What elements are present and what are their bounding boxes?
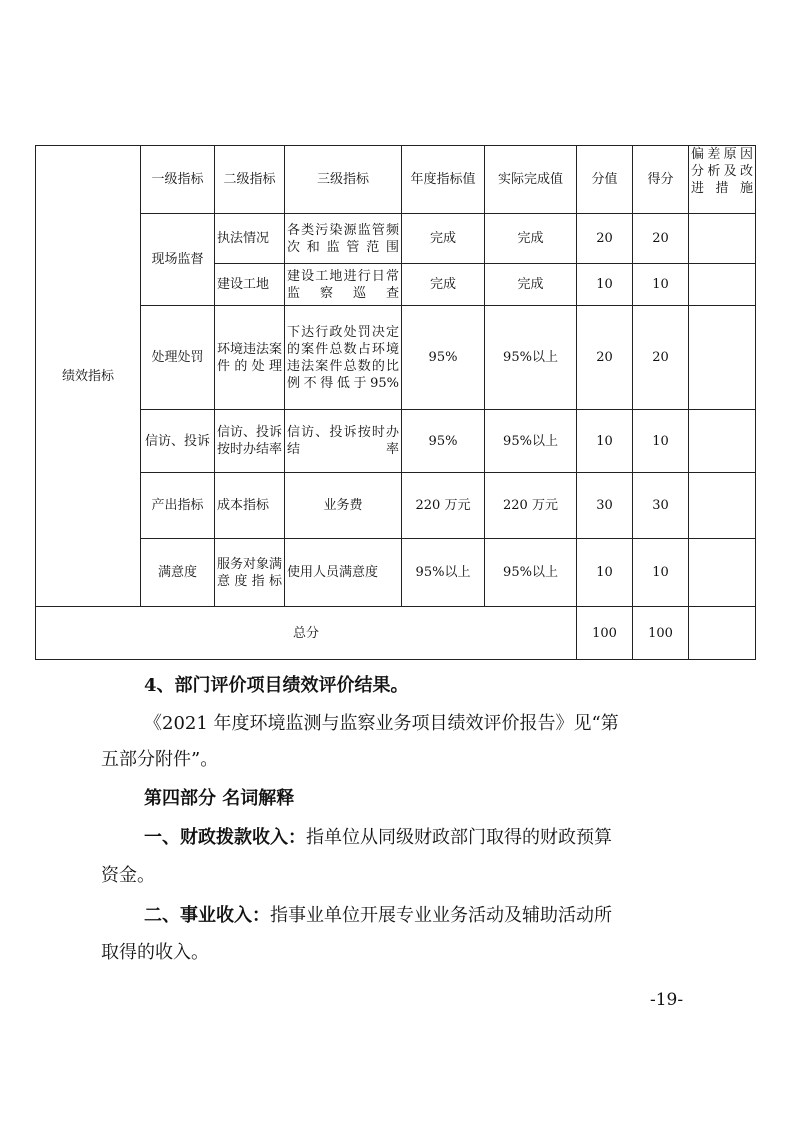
def2-line1: 指事业单位开展专业业务活动及辅助活动所 [270,905,612,926]
row-l2: 成本指标 [215,473,285,539]
row-deviation [689,473,756,539]
total-label: 总分 [36,607,577,660]
row-score: 20 [633,214,689,264]
group-site: 现场监督 [141,214,215,306]
row-score: 30 [633,473,689,539]
row-target: 完成 [402,264,485,306]
header-deviation: 偏差原因分析及改进措施 [689,146,756,214]
def1-line2: 资金。 [101,865,155,886]
header-target: 年度指标值 [402,146,485,214]
table-row [36,410,756,473]
row-deviation [689,306,756,410]
total-row [36,607,756,660]
row-l3: 使用人员满意度 [285,539,402,607]
row-deviation [689,214,756,264]
row-weight: 10 [577,264,633,306]
row-score: 10 [633,539,689,607]
row-l3: 业务费 [285,473,402,539]
row-deviation [689,410,756,473]
group-penalty: 处理处罚 [141,306,215,410]
row-deviation [689,264,756,306]
def1-term: 一、财政拨款收入： [144,827,306,848]
row-target: 95%以上 [402,539,485,607]
row-l3: 建设工地进行日常监察巡查 [285,264,402,306]
row-target: 220 万元 [402,473,485,539]
table-row [36,473,756,539]
group-satisfaction: 满意度 [141,539,215,607]
row-actual: 完成 [485,214,577,264]
row-score: 10 [633,410,689,473]
header-score: 得分 [633,146,689,214]
row-weight: 30 [577,473,633,539]
total-score: 100 [633,607,689,660]
row-actual: 95%以上 [485,306,577,410]
row-l2: 建设工地 [215,264,285,306]
table-row [36,214,756,264]
definition-1 [144,826,612,850]
def2-line2: 取得的收入。 [101,942,209,963]
header-actual: 实际完成值 [485,146,577,214]
row-target: 完成 [402,214,485,264]
header-level1: 一级指标 [141,146,215,214]
category-cell: 绩效指标 [36,146,141,607]
row-l3: 信访、投诉按时办结率 [285,410,402,473]
total-deviation [689,607,756,660]
table-row [36,306,756,410]
row-weight: 20 [577,214,633,264]
row-actual: 完成 [485,264,577,306]
row-l3: 各类污染源监管频次和监管范围 [285,214,402,264]
section4-line2: 五部分附件”。 [101,749,219,770]
row-weight: 20 [577,306,633,410]
row-score: 10 [633,264,689,306]
def1-line1: 指单位从同级财政部门取得的财政预算 [306,827,612,848]
page-number: -19- [650,990,684,1010]
part4-heading: 第四部分 名词解释 [144,788,295,809]
table-row [36,539,756,607]
total-weight: 100 [577,607,633,660]
group-petition: 信访、投诉 [141,410,215,473]
definition-2 [144,904,612,928]
row-weight: 10 [577,539,633,607]
row-actual: 220 万元 [485,473,577,539]
row-weight: 10 [577,410,633,473]
row-l2: 服务对象满意度指标 [215,539,285,607]
row-score: 20 [633,306,689,410]
section4-line1: 《2021 年度环境监测与监察业务项目绩效评价报告》见“第 [144,713,619,734]
row-deviation [689,539,756,607]
row-l2: 环境违法案件的处理 [215,306,285,410]
row-actual: 95%以上 [485,410,577,473]
section4-heading: 4、部门评价项目绩效评价结果。 [144,675,409,696]
row-target: 95% [402,306,485,410]
header-weight: 分值 [577,146,633,214]
row-l2: 执法情况 [215,214,285,264]
row-l3: 下达行政处罚决定的案件总数占环境违法案件总数的比例不得低于95% [285,306,402,410]
def2-term: 二、事业收入： [144,905,270,926]
performance-table [35,145,756,660]
header-level3: 三级指标 [285,146,402,214]
row-actual: 95%以上 [485,539,577,607]
header-level2: 二级指标 [215,146,285,214]
group-output: 产出指标 [141,473,215,539]
row-l2: 信访、投诉按时办结率 [215,410,285,473]
row-target: 95% [402,410,485,473]
